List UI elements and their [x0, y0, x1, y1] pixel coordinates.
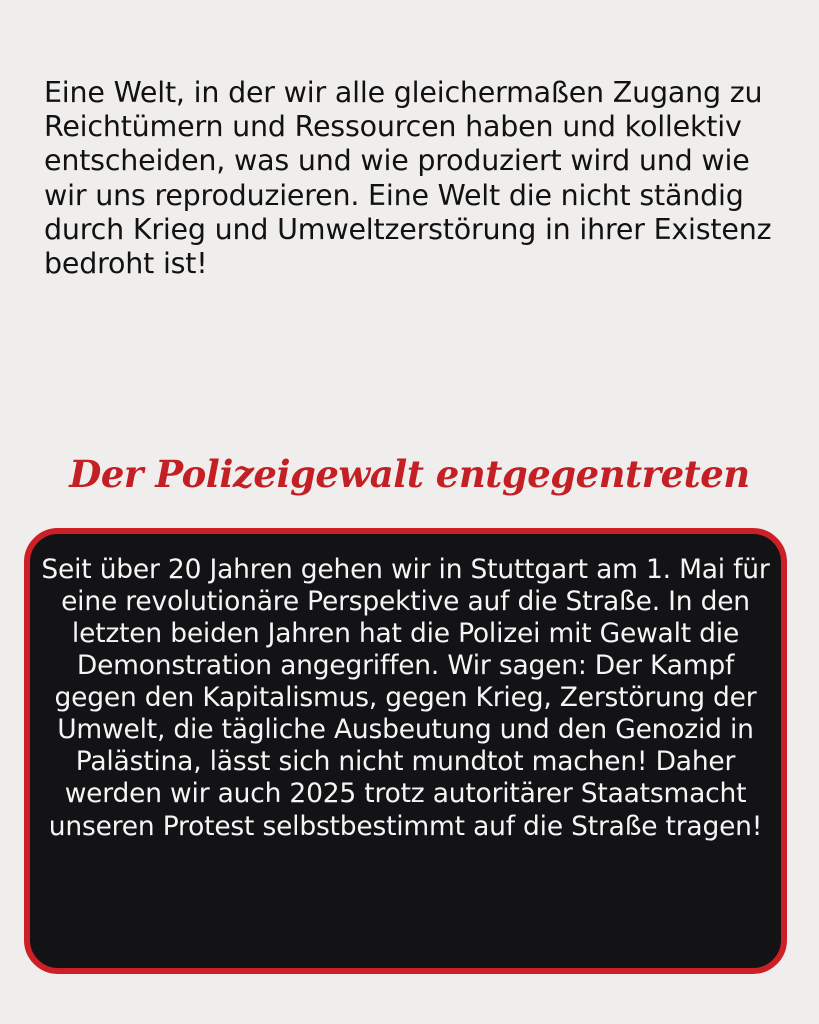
panel-body-text: Seit über 20 Jahren gehen wir in Stuttgart am 1. Mai für eine revolutionäre Perspektive auf die Straße. In den letzten beiden Jahren hat die Polizei mit Gewalt die Demonstration angegriffen. Wir sagen: Der Kampf gegen den Kapitalismus, gegen Krieg, Zerstörung der Umwelt, die tägliche Ausbeutung und den Genozid in Palästina, lässt sich nicht mundtot machen! Daher werden wir auch 2025 trotz autoritärer Staatsmacht unseren Protest selbstbestimmt auf die Straße tragen!	[41, 554, 770, 842]
intro-paragraph: Eine Welt, in der wir alle gleichermaßen Zugang zu Reichtümern und Ressourcen haben und kollektiv entscheiden, was und wie produziert wird und wie wir uns reproduzieren. Eine Welt die nicht ständig durch Krieg und Umweltzerstörung in ihrer Existenz bedroht ist!	[44, 76, 772, 280]
section-title: Der Polizeigewalt entgegentreten	[69, 452, 750, 496]
info-panel	[24, 528, 787, 974]
